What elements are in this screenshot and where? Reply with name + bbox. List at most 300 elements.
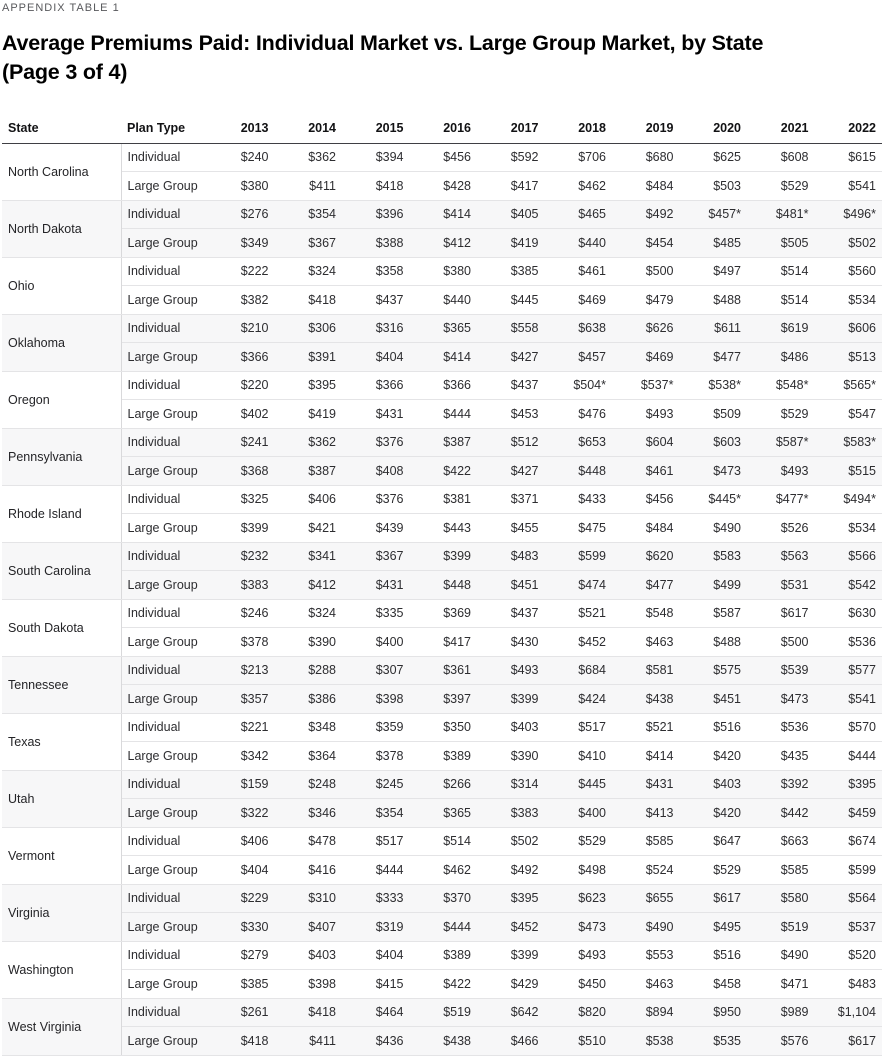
premium-value-cell: $500 xyxy=(747,628,815,657)
plan-type-cell: Large Group xyxy=(121,286,207,315)
premium-value-cell: $419 xyxy=(275,400,343,429)
premium-value-cell: $314 xyxy=(477,770,545,799)
table-row xyxy=(2,1027,882,1056)
premium-value-cell: $427 xyxy=(477,343,545,372)
column-header-2017: 2017 xyxy=(477,113,545,143)
premium-value-cell: $471 xyxy=(747,970,815,999)
premium-value-cell: $452 xyxy=(477,913,545,942)
premium-value-cell: $444 xyxy=(410,913,478,942)
table-row xyxy=(2,542,882,571)
plan-type-cell: Large Group xyxy=(121,514,207,543)
premium-value-cell: $407 xyxy=(275,913,343,942)
premium-value-cell: $483 xyxy=(477,542,545,571)
premium-value-cell: $367 xyxy=(342,542,410,571)
premium-value-cell: $570 xyxy=(815,713,883,742)
premium-value-cell: $547 xyxy=(815,400,883,429)
premium-value-cell: $486 xyxy=(747,343,815,372)
plan-type-cell: Large Group xyxy=(121,571,207,600)
plan-type-cell: Large Group xyxy=(121,685,207,714)
premium-value-cell: $403 xyxy=(275,941,343,970)
premium-value-cell: $514 xyxy=(747,257,815,286)
premium-value-cell: $288 xyxy=(275,656,343,685)
premium-value-cell: $335 xyxy=(342,599,410,628)
table-row xyxy=(2,827,882,856)
premium-value-cell: $451 xyxy=(680,685,748,714)
plan-type-cell: Individual xyxy=(121,485,207,514)
premium-value-cell: $367 xyxy=(275,229,343,258)
premium-value-cell: $515 xyxy=(815,457,883,486)
plan-type-cell: Individual xyxy=(121,827,207,856)
plan-type-cell: Large Group xyxy=(121,1027,207,1056)
premium-value-cell: $655 xyxy=(612,884,680,913)
plan-type-cell: Individual xyxy=(121,143,207,172)
premium-value-cell: $431 xyxy=(342,571,410,600)
premium-value-cell: $349 xyxy=(207,229,275,258)
premium-value-cell: $462 xyxy=(545,172,613,201)
premium-value-cell: $493 xyxy=(747,457,815,486)
premium-value-cell: $404 xyxy=(342,941,410,970)
premium-value-cell: $529 xyxy=(747,400,815,429)
table-header-row xyxy=(2,113,882,143)
premium-value-cell: $365 xyxy=(410,799,478,828)
premium-value-cell: $411 xyxy=(275,172,343,201)
table-row xyxy=(2,457,882,486)
premium-value-cell: $453 xyxy=(477,400,545,429)
plan-type-cell: Individual xyxy=(121,884,207,913)
premium-value-cell: $499 xyxy=(680,571,748,600)
plan-type-cell: Individual xyxy=(121,713,207,742)
premium-value-cell: $414 xyxy=(612,742,680,771)
premium-value-cell: $950 xyxy=(680,998,748,1027)
premium-value-cell: $560 xyxy=(815,257,883,286)
premium-value-cell: $411 xyxy=(275,1027,343,1056)
column-header-2016: 2016 xyxy=(410,113,478,143)
premium-value-cell: $220 xyxy=(207,371,275,400)
column-header-2015: 2015 xyxy=(342,113,410,143)
table-row xyxy=(2,856,882,885)
premium-value-cell: $310 xyxy=(275,884,343,913)
premium-value-cell: $454 xyxy=(612,229,680,258)
premium-value-cell: $378 xyxy=(207,628,275,657)
premium-value-cell: $366 xyxy=(207,343,275,372)
table-row xyxy=(2,970,882,999)
premium-value-cell: $324 xyxy=(275,599,343,628)
premium-value-cell: $583 xyxy=(680,542,748,571)
premium-value-cell: $492 xyxy=(477,856,545,885)
premium-value-cell: $520 xyxy=(815,941,883,970)
premium-value-cell: $346 xyxy=(275,799,343,828)
report-page xyxy=(2,2,882,1056)
premium-value-cell: $438 xyxy=(612,685,680,714)
premium-value-cell: $391 xyxy=(275,343,343,372)
premium-value-cell: $490 xyxy=(680,514,748,543)
plan-type-cell: Large Group xyxy=(121,343,207,372)
premium-value-cell: $531 xyxy=(747,571,815,600)
premium-value-cell: $370 xyxy=(410,884,478,913)
premium-value-cell: $210 xyxy=(207,314,275,343)
premium-value-cell: $494* xyxy=(815,485,883,514)
premium-value-cell: $383 xyxy=(477,799,545,828)
premium-value-cell: $534 xyxy=(815,514,883,543)
premium-value-cell: $604 xyxy=(612,428,680,457)
plan-type-cell: Individual xyxy=(121,770,207,799)
premium-value-cell: $410 xyxy=(545,742,613,771)
column-header-2022: 2022 xyxy=(815,113,883,143)
premium-value-cell: $989 xyxy=(747,998,815,1027)
page-title-line2: (Page 3 of 4) xyxy=(2,60,128,84)
premium-value-cell: $420 xyxy=(680,742,748,771)
column-header-2019: 2019 xyxy=(612,113,680,143)
plan-type-cell: Individual xyxy=(121,998,207,1027)
premium-value-cell: $502 xyxy=(477,827,545,856)
premium-value-cell: $390 xyxy=(477,742,545,771)
premiums-table xyxy=(2,113,882,1056)
premium-value-cell: $403 xyxy=(680,770,748,799)
premium-value-cell: $413 xyxy=(612,799,680,828)
premium-value-cell: $362 xyxy=(275,143,343,172)
premium-value-cell: $408 xyxy=(342,457,410,486)
premium-value-cell: $517 xyxy=(545,713,613,742)
premium-value-cell: $397 xyxy=(410,685,478,714)
premium-value-cell: $538 xyxy=(612,1027,680,1056)
premium-value-cell: $553 xyxy=(612,941,680,970)
premium-value-cell: $484 xyxy=(612,172,680,201)
premium-value-cell: $537 xyxy=(815,913,883,942)
plan-type-cell: Large Group xyxy=(121,742,207,771)
page-title xyxy=(2,29,882,87)
premium-value-cell: $451 xyxy=(477,571,545,600)
premium-value-cell: $477 xyxy=(680,343,748,372)
premium-value-cell: $418 xyxy=(342,172,410,201)
premium-value-cell: $387 xyxy=(275,457,343,486)
plan-type-cell: Large Group xyxy=(121,400,207,429)
premium-value-cell: $213 xyxy=(207,656,275,685)
premium-value-cell: $358 xyxy=(342,257,410,286)
premium-value-cell: $276 xyxy=(207,200,275,229)
premium-value-cell: $464 xyxy=(342,998,410,1027)
plan-type-cell: Large Group xyxy=(121,457,207,486)
premium-value-cell: $638 xyxy=(545,314,613,343)
premium-value-cell: $420 xyxy=(680,799,748,828)
premium-value-cell: $529 xyxy=(747,172,815,201)
premium-value-cell: $476 xyxy=(545,400,613,429)
premium-value-cell: $576 xyxy=(747,1027,815,1056)
premium-value-cell: $406 xyxy=(275,485,343,514)
table-row xyxy=(2,428,882,457)
premium-value-cell: $400 xyxy=(342,628,410,657)
premium-value-cell: $457 xyxy=(545,343,613,372)
premium-value-cell: $398 xyxy=(342,685,410,714)
premium-value-cell: $581 xyxy=(612,656,680,685)
premium-value-cell: $421 xyxy=(275,514,343,543)
premium-value-cell: $389 xyxy=(410,742,478,771)
premium-value-cell: $418 xyxy=(207,1027,275,1056)
premium-value-cell: $500 xyxy=(612,257,680,286)
state-cell: Oregon xyxy=(2,371,121,428)
state-cell: Rhode Island xyxy=(2,485,121,542)
premium-value-cell: $564 xyxy=(815,884,883,913)
premium-value-cell: $619 xyxy=(747,314,815,343)
premium-value-cell: $246 xyxy=(207,599,275,628)
premium-value-cell: $541 xyxy=(815,685,883,714)
premium-value-cell: $399 xyxy=(477,941,545,970)
plan-type-cell: Large Group xyxy=(121,970,207,999)
plan-type-cell: Individual xyxy=(121,656,207,685)
premium-value-cell: $477* xyxy=(747,485,815,514)
premium-value-cell: $394 xyxy=(342,143,410,172)
premium-value-cell: $477 xyxy=(612,571,680,600)
premium-value-cell: $623 xyxy=(545,884,613,913)
premium-value-cell: $611 xyxy=(680,314,748,343)
premium-value-cell: $484 xyxy=(612,514,680,543)
premium-value-cell: $504* xyxy=(545,371,613,400)
premium-value-cell: $580 xyxy=(747,884,815,913)
premium-value-cell: $521 xyxy=(545,599,613,628)
premium-value-cell: $414 xyxy=(410,343,478,372)
premium-value-cell: $396 xyxy=(342,200,410,229)
column-header-2014: 2014 xyxy=(275,113,343,143)
premium-value-cell: $583* xyxy=(815,428,883,457)
plan-type-cell: Individual xyxy=(121,428,207,457)
premium-value-cell: $485 xyxy=(680,229,748,258)
premium-value-cell: $324 xyxy=(275,257,343,286)
premium-value-cell: $606 xyxy=(815,314,883,343)
premium-value-cell: $417 xyxy=(410,628,478,657)
premium-value-cell: $430 xyxy=(477,628,545,657)
plan-type-cell: Large Group xyxy=(121,799,207,828)
premium-value-cell: $445 xyxy=(545,770,613,799)
premium-value-cell: $599 xyxy=(545,542,613,571)
premium-value-cell: $390 xyxy=(275,628,343,657)
premium-value-cell: $354 xyxy=(342,799,410,828)
premium-value-cell: $222 xyxy=(207,257,275,286)
premium-value-cell: $587* xyxy=(747,428,815,457)
plan-type-cell: Large Group xyxy=(121,172,207,201)
premium-value-cell: $348 xyxy=(275,713,343,742)
premium-value-cell: $492 xyxy=(612,200,680,229)
premium-value-cell: $435 xyxy=(747,742,815,771)
premium-value-cell: $505 xyxy=(747,229,815,258)
plan-type-cell: Individual xyxy=(121,599,207,628)
column-header-2021: 2021 xyxy=(747,113,815,143)
premium-value-cell: $385 xyxy=(477,257,545,286)
state-cell: North Carolina xyxy=(2,143,121,200)
table-row xyxy=(2,770,882,799)
table-row xyxy=(2,400,882,429)
page-title-line1: Average Premiums Paid: Individual Market vs. Large Group Market, by State xyxy=(2,31,764,55)
premium-value-cell: $535 xyxy=(680,1027,748,1056)
premium-value-cell: $517 xyxy=(342,827,410,856)
premium-value-cell: $392 xyxy=(747,770,815,799)
premium-value-cell: $232 xyxy=(207,542,275,571)
plan-type-cell: Large Group xyxy=(121,229,207,258)
state-cell: North Dakota xyxy=(2,200,121,257)
premium-value-cell: $448 xyxy=(410,571,478,600)
premium-value-cell: $495 xyxy=(680,913,748,942)
premium-value-cell: $159 xyxy=(207,770,275,799)
premium-value-cell: $405 xyxy=(477,200,545,229)
plan-type-cell: Large Group xyxy=(121,856,207,885)
premium-value-cell: $516 xyxy=(680,713,748,742)
premium-value-cell: $585 xyxy=(747,856,815,885)
column-header-2018: 2018 xyxy=(545,113,613,143)
premium-value-cell: $376 xyxy=(342,485,410,514)
premium-value-cell: $404 xyxy=(342,343,410,372)
premium-value-cell: $603 xyxy=(680,428,748,457)
premium-value-cell: $526 xyxy=(747,514,815,543)
premium-value-cell: $465 xyxy=(545,200,613,229)
column-header-plan-type: Plan Type xyxy=(121,113,207,143)
premium-value-cell: $241 xyxy=(207,428,275,457)
premium-value-cell: $416 xyxy=(275,856,343,885)
premium-value-cell: $279 xyxy=(207,941,275,970)
premium-value-cell: $510 xyxy=(545,1027,613,1056)
premium-value-cell: $497 xyxy=(680,257,748,286)
premium-value-cell: $519 xyxy=(410,998,478,1027)
premium-value-cell: $502 xyxy=(815,229,883,258)
premium-value-cell: $371 xyxy=(477,485,545,514)
plan-type-cell: Individual xyxy=(121,542,207,571)
premium-value-cell: $575 xyxy=(680,656,748,685)
premium-value-cell: $448 xyxy=(545,457,613,486)
premium-value-cell: $684 xyxy=(545,656,613,685)
premium-value-cell: $548* xyxy=(747,371,815,400)
state-cell: Utah xyxy=(2,770,121,827)
premium-value-cell: $608 xyxy=(747,143,815,172)
table-row xyxy=(2,485,882,514)
table-row xyxy=(2,571,882,600)
table-row xyxy=(2,713,882,742)
premium-value-cell: $539 xyxy=(747,656,815,685)
premium-value-cell: $261 xyxy=(207,998,275,1027)
premium-value-cell: $437 xyxy=(477,371,545,400)
premium-value-cell: $577 xyxy=(815,656,883,685)
premium-value-cell: $490 xyxy=(747,941,815,970)
premium-value-cell: $437 xyxy=(342,286,410,315)
premium-value-cell: $706 xyxy=(545,143,613,172)
premium-value-cell: $642 xyxy=(477,998,545,1027)
table-row xyxy=(2,599,882,628)
premium-value-cell: $512 xyxy=(477,428,545,457)
premium-value-cell: $820 xyxy=(545,998,613,1027)
premium-value-cell: $479 xyxy=(612,286,680,315)
premium-value-cell: $354 xyxy=(275,200,343,229)
premium-value-cell: $455 xyxy=(477,514,545,543)
premium-value-cell: $366 xyxy=(342,371,410,400)
premium-value-cell: $1,104 xyxy=(815,998,883,1027)
premium-value-cell: $529 xyxy=(680,856,748,885)
table-row xyxy=(2,799,882,828)
premium-value-cell: $399 xyxy=(477,685,545,714)
premium-value-cell: $342 xyxy=(207,742,275,771)
premium-value-cell: $537* xyxy=(612,371,680,400)
premium-value-cell: $248 xyxy=(275,770,343,799)
premium-value-cell: $450 xyxy=(545,970,613,999)
premium-value-cell: $478 xyxy=(275,827,343,856)
premium-value-cell: $493 xyxy=(545,941,613,970)
premium-value-cell: $333 xyxy=(342,884,410,913)
premium-value-cell: $565* xyxy=(815,371,883,400)
premium-value-cell: $483 xyxy=(815,970,883,999)
premium-value-cell: $513 xyxy=(815,343,883,372)
premium-value-cell: $542 xyxy=(815,571,883,600)
premium-value-cell: $456 xyxy=(410,143,478,172)
premium-value-cell: $461 xyxy=(545,257,613,286)
premium-value-cell: $521 xyxy=(612,713,680,742)
premium-value-cell: $456 xyxy=(612,485,680,514)
premium-value-cell: $488 xyxy=(680,628,748,657)
premium-value-cell: $469 xyxy=(612,343,680,372)
premium-value-cell: $457* xyxy=(680,200,748,229)
premium-value-cell: $406 xyxy=(207,827,275,856)
premium-value-cell: $389 xyxy=(410,941,478,970)
column-header-2013: 2013 xyxy=(207,113,275,143)
premium-value-cell: $534 xyxy=(815,286,883,315)
state-cell: Virginia xyxy=(2,884,121,941)
table-row xyxy=(2,143,882,172)
premium-value-cell: $402 xyxy=(207,400,275,429)
premium-value-cell: $357 xyxy=(207,685,275,714)
appendix-table-label: APPENDIX TABLE 1 xyxy=(2,2,120,14)
premium-value-cell: $466 xyxy=(477,1027,545,1056)
premium-value-cell: $383 xyxy=(207,571,275,600)
premium-value-cell: $325 xyxy=(207,485,275,514)
premium-value-cell: $592 xyxy=(477,143,545,172)
premium-value-cell: $563 xyxy=(747,542,815,571)
state-cell: Texas xyxy=(2,713,121,770)
premium-value-cell: $330 xyxy=(207,913,275,942)
premium-value-cell: $386 xyxy=(275,685,343,714)
table-row xyxy=(2,656,882,685)
premium-value-cell: $365 xyxy=(410,314,478,343)
state-cell: Pennsylvania xyxy=(2,428,121,485)
table-row xyxy=(2,371,882,400)
premium-value-cell: $444 xyxy=(815,742,883,771)
premium-value-cell: $536 xyxy=(815,628,883,657)
premium-value-cell: $415 xyxy=(342,970,410,999)
premium-value-cell: $496* xyxy=(815,200,883,229)
premium-value-cell: $524 xyxy=(612,856,680,885)
premium-value-cell: $463 xyxy=(612,970,680,999)
premium-value-cell: $417 xyxy=(477,172,545,201)
premium-value-cell: $366 xyxy=(410,371,478,400)
premium-value-cell: $440 xyxy=(410,286,478,315)
table-row xyxy=(2,913,882,942)
premium-value-cell: $493 xyxy=(612,400,680,429)
state-cell: Oklahoma xyxy=(2,314,121,371)
premium-value-cell: $459 xyxy=(815,799,883,828)
premium-value-cell: $680 xyxy=(612,143,680,172)
state-cell: Ohio xyxy=(2,257,121,314)
premium-value-cell: $431 xyxy=(612,770,680,799)
premium-value-cell: $617 xyxy=(815,1027,883,1056)
premium-value-cell: $626 xyxy=(612,314,680,343)
premium-value-cell: $481* xyxy=(747,200,815,229)
premium-value-cell: $419 xyxy=(477,229,545,258)
column-header-2020: 2020 xyxy=(680,113,748,143)
premium-value-cell: $529 xyxy=(545,827,613,856)
premium-value-cell: $462 xyxy=(410,856,478,885)
plan-type-cell: Large Group xyxy=(121,628,207,657)
premium-value-cell: $404 xyxy=(207,856,275,885)
plan-type-cell: Individual xyxy=(121,257,207,286)
premium-value-cell: $322 xyxy=(207,799,275,828)
table-row xyxy=(2,257,882,286)
premium-value-cell: $617 xyxy=(680,884,748,913)
premium-value-cell: $395 xyxy=(815,770,883,799)
premium-value-cell: $894 xyxy=(612,998,680,1027)
premium-value-cell: $452 xyxy=(545,628,613,657)
